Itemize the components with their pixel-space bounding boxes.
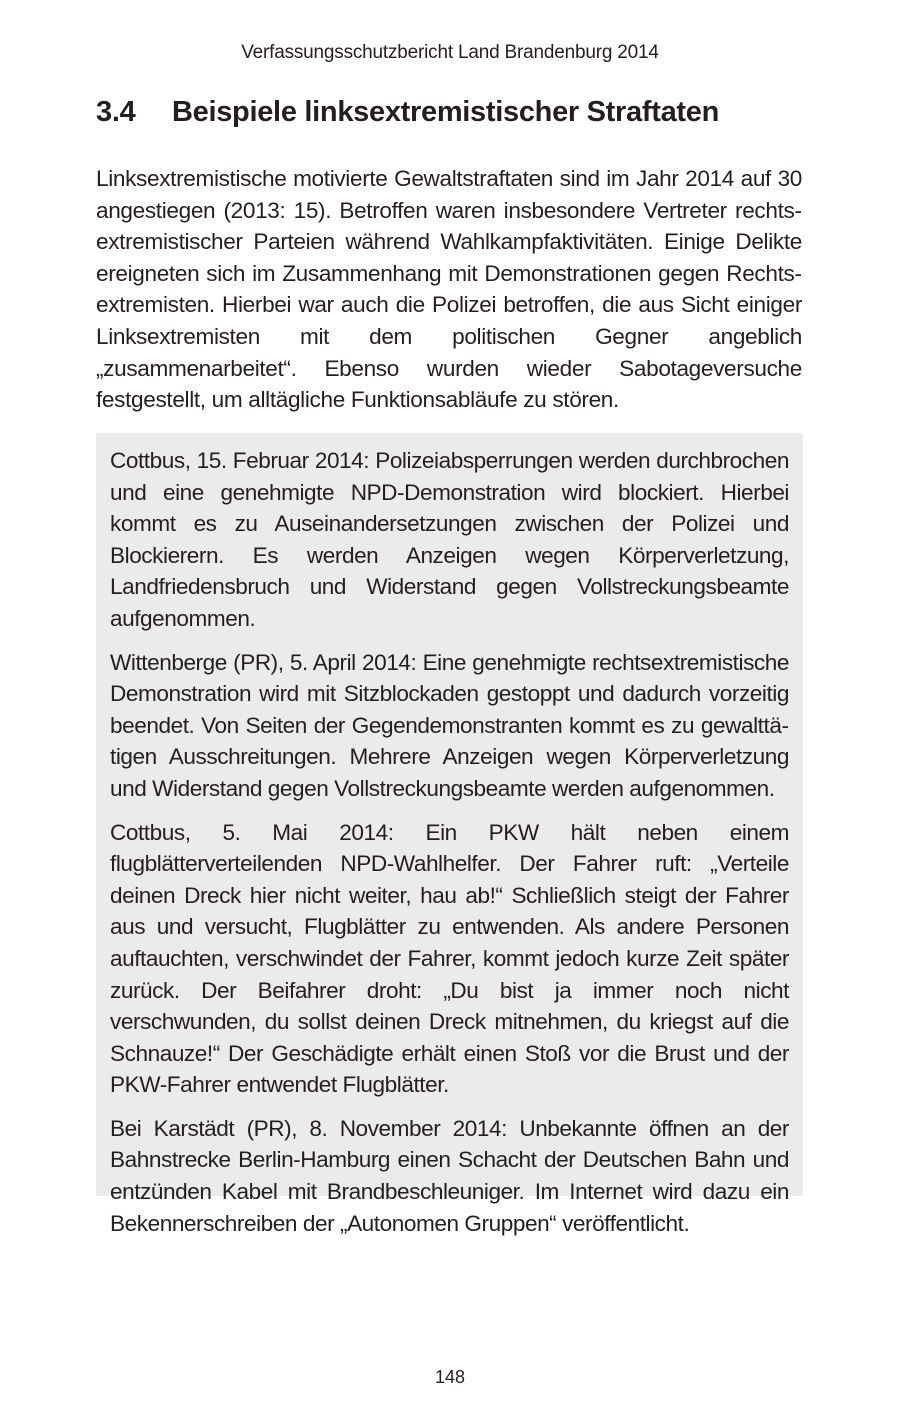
section-number: 3.4 (96, 96, 136, 128)
section-title: Beispiele linksextremistischer Straftaten (172, 96, 719, 128)
examples-box (96, 433, 803, 1236)
section-heading (96, 96, 816, 129)
page-number: 148 (434, 1367, 466, 1387)
example-paragraph: Bei Karstädt (PR), 8. November 2014: Unbekannte öffnen an der Bahnstrecke Berlin-Hamburg einen Schacht der Deutschen Bahn und entzünden Kabel mit Brandbeschleuniger. Im Internet wird dazu ein Bekennerschreiben der „Autonomen Gruppen“ veröffentlicht. (110, 1115, 789, 1236)
example-paragraph: Cottbus, 15. Februar 2014: Polizeiabsperrungen werden durchbrochen und eine genehmigte NPD-Demonstration wird blockiert. Hierbei kommt es zu Auseinandersetzungen zwischen der Polizei und Blockierern. Es werden Anzeigen wegen Körperverletzung, Landfriedensbruch und Widerstand gegen Vollstreckungsbeamte aufgenommen. (110, 448, 789, 631)
intro-paragraph: Linksextremistische motivierte Gewaltstraftaten sind im Jahr 2014 auf 30 angestiegen (2013: 15). Betroffen waren insbesondere Vertreter rechtsextremistischer Parteien während Wahlkampfaktivitäten. Einige Delikte ereigneten sich im Zusammenhang mit Demonstrationen gegen Rechtsextremisten. Hierbei war auch die Polizei betroffen, die aus Sicht einiger Linksextremisten mit dem politischen Gegner angeblich „zusammenarbeitet“. Ebenso wurden wieder Sabotageversuche festgestellt, um alltägliche Funktionsabläufe zu stören. (96, 166, 802, 413)
example-paragraph: Cottbus, 5. Mai 2014: Ein PKW hält neben einem flugblätterverteilenden NPD-Wahlhelfer. Der Fahrer ruft: „Verteile deinen Dreck hier nicht weiter, hau ab!“ Schließlich steigt der Fahrer aus und versucht, Flugblätter zu entwenden. Als andere Personen auftauchten, verschwindet der Fahrer, kommt jedoch kurze Zeit später zurück. Der Beifahrer droht: „Du bist ja immer noch nicht verschwunden, du sollst deinen Dreck mitnehmen, du kriegst auf die Schnauze!“ Der Geschädigte erhält einen Stoß vor die Brust und der PKW-Fahrer entwendet Flugblätter. (110, 819, 789, 1098)
example-paragraph: Wittenberge (PR), 5. April 2014: Eine genehmigte rechtsextremistische Demonstration wird mit Sitzblockaden gestoppt und dadurch vorzeitig beendet. Von Seiten der Gegendemonstranten kommt es zu gewalttätigen Ausschreitungen. Mehrere Anzeigen wegen Körperverletzung und Widerstand gegen Vollstreckungsbeamte werden aufgenommen. (110, 649, 789, 801)
running-header: Verfassungsschutzbericht Land Brandenburg 2014 (241, 42, 659, 63)
